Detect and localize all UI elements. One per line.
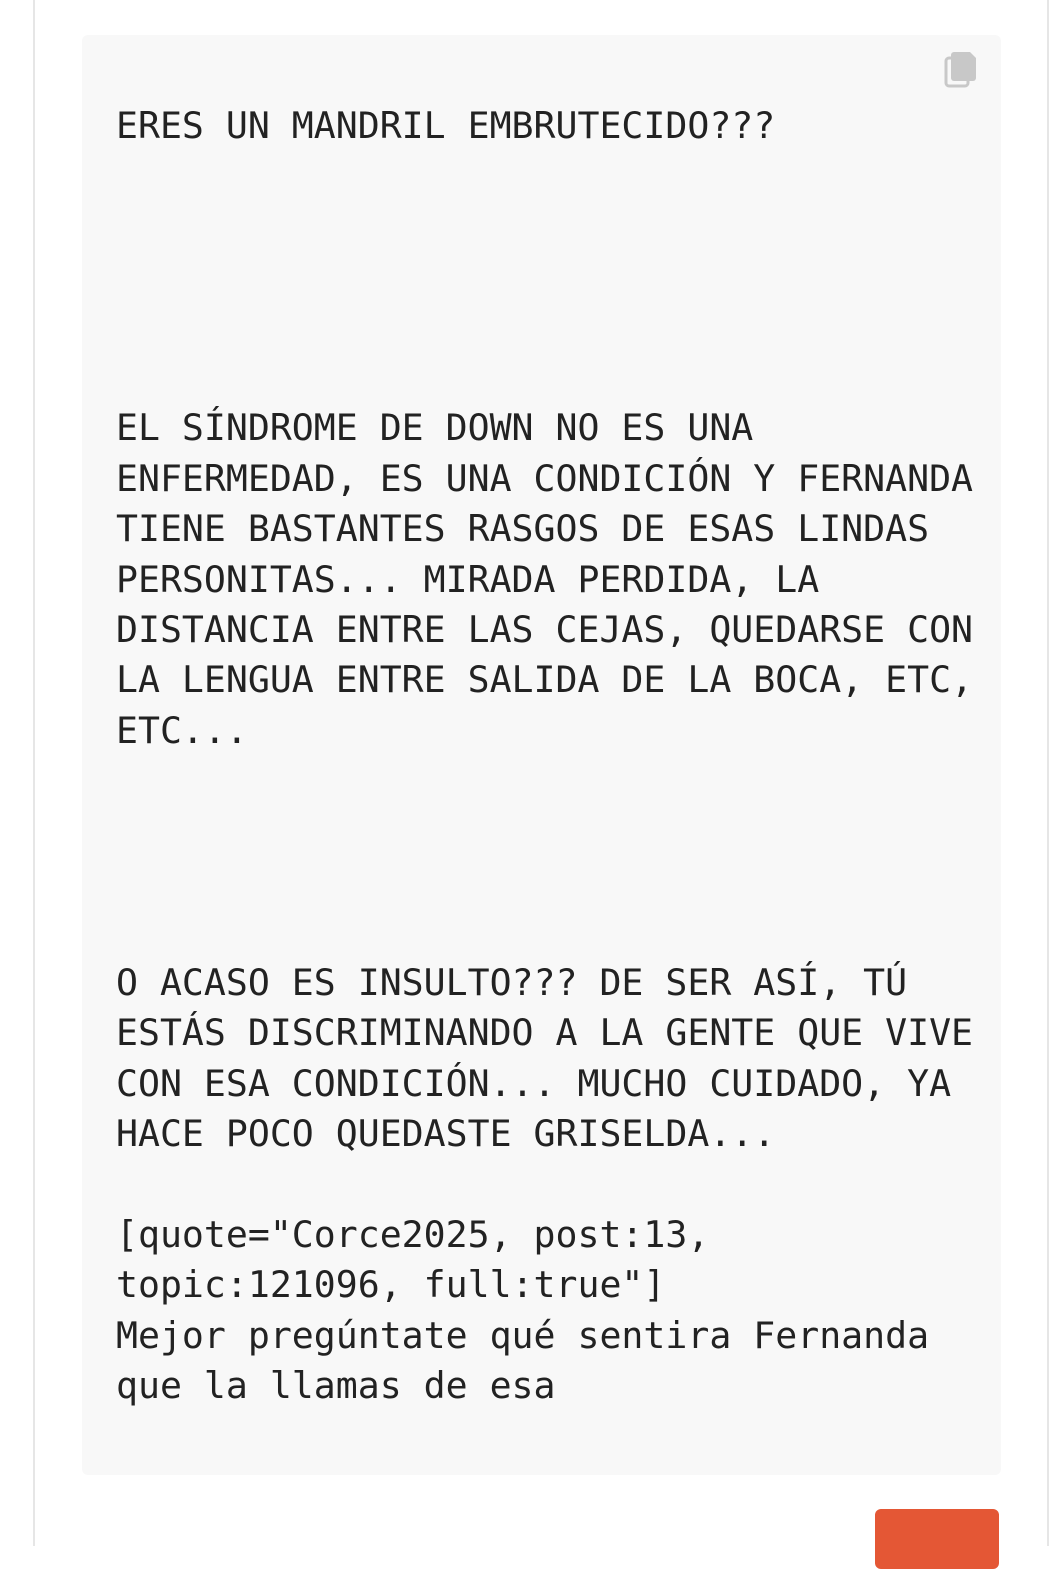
code-block — [82, 35, 1001, 1475]
post-footer — [82, 1500, 1001, 1546]
copy-code-button[interactable] — [941, 49, 981, 89]
copy-icon — [944, 50, 978, 88]
reply-button[interactable] — [875, 1509, 999, 1569]
code-content: ERES UN MANDRIL EMBRUTECIDO??? EL SÍNDROME DE DOWN NO ES UNA ENFERMEDAD, ES UNA CONDICIÓN Y FERNANDA TIENE BASTANTES RASGOS DE ESAS LINDAS PERSONITAS... MIRADA PERDIDA, LA DISTANCIA ENTRE LAS CEJAS, QUEDARSE CON LA LENGUA ENTRE SALIDA DE LA BOCA, ETC, ETC... O ACASO ES INSULTO??? DE SER ASÍ, TÚ ESTÁS DISCRIMINANDO A LA GENTE QUE VIVE CON ESA CONDICIÓN... MUCHO CUIDADO, YA HACE POCO QUEDASTE GRISELDA... [quote="Corce2025, post:13, topic:121096, full:true"] Mejor pregúntate qué sentira Fernanda que la llamas de esa — [116, 104, 974, 1408]
